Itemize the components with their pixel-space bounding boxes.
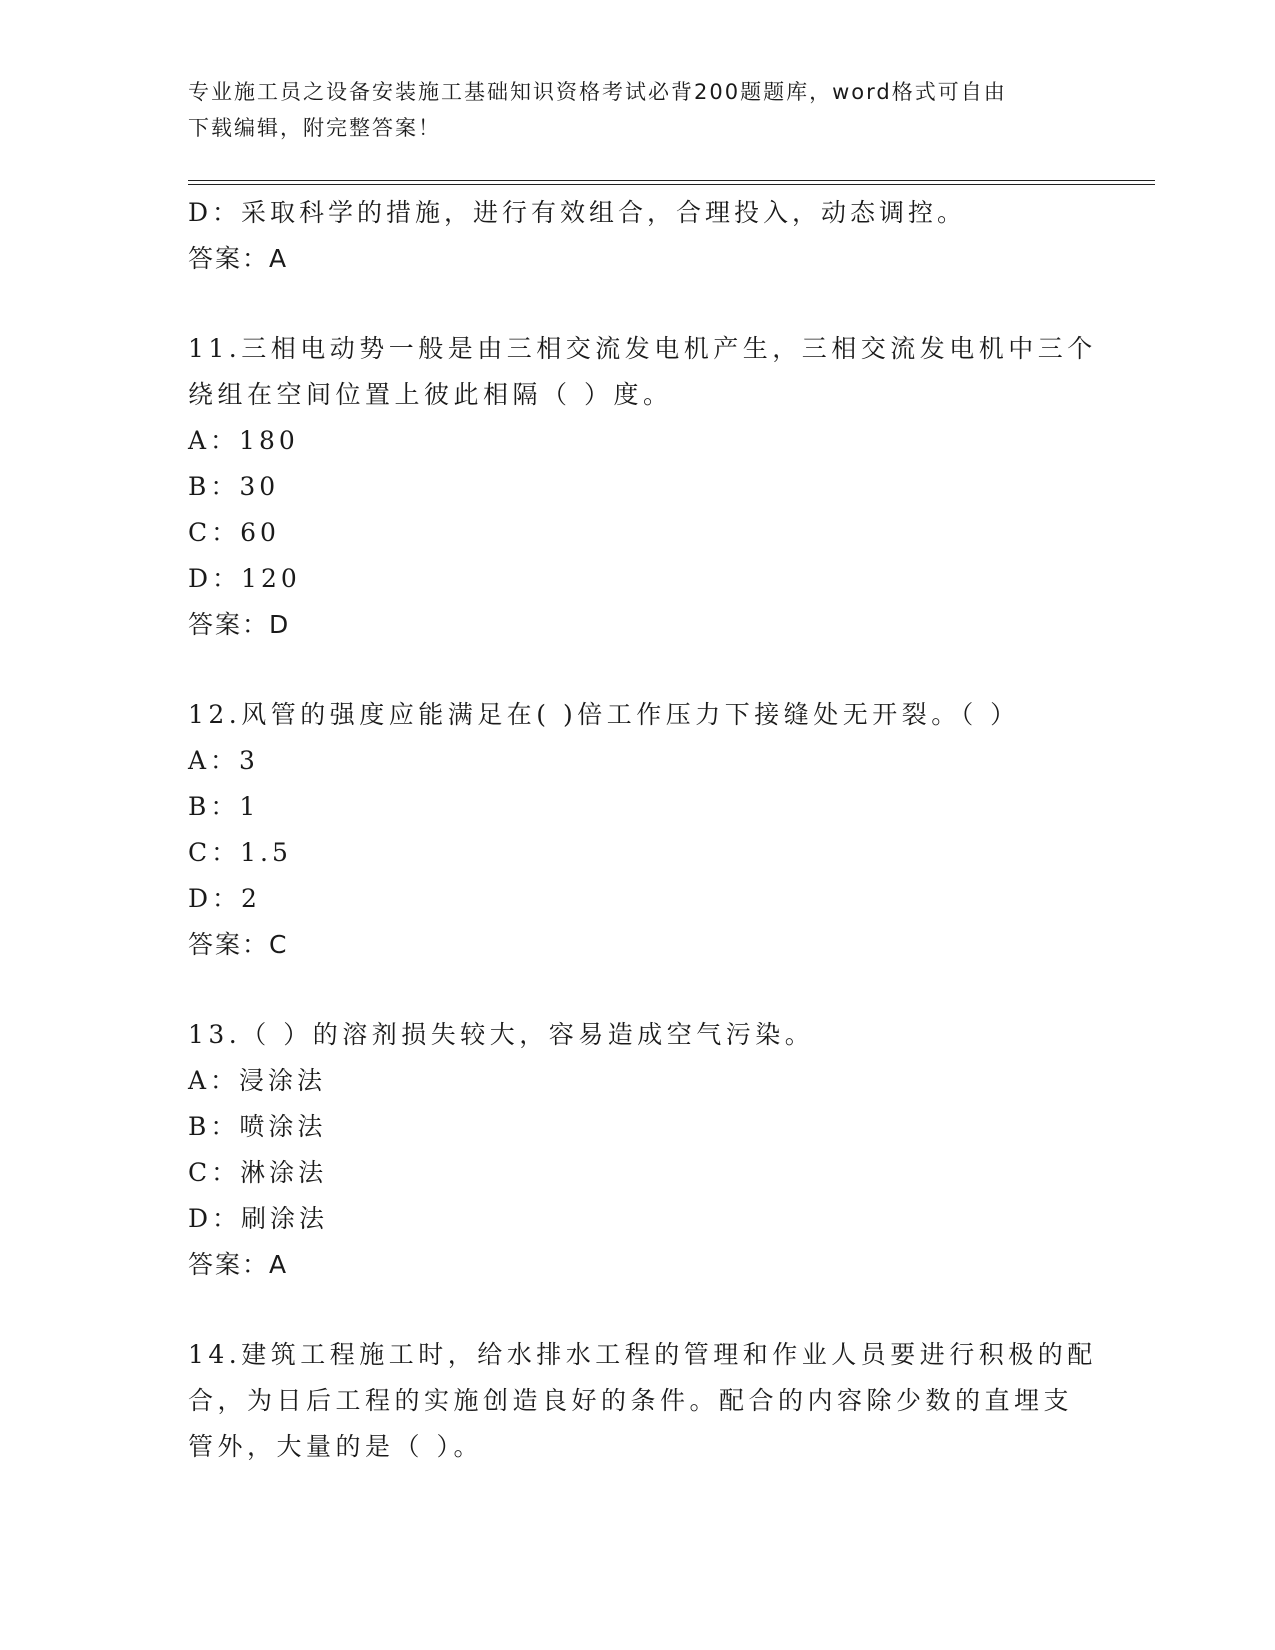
answer: 答案：A — [188, 1250, 289, 1279]
option-a: A：3 — [188, 746, 259, 775]
header-divider-bottom — [188, 184, 1155, 185]
spacer — [188, 282, 1088, 326]
prev-question-answer: 答案：A — [188, 244, 289, 273]
question-14 — [188, 1332, 1097, 1470]
prev-question-option-d: D：采取科学的措施，进行有效组合，合理投入，动态调控。 — [188, 198, 967, 227]
option-c: C：淋涂法 — [188, 1158, 328, 1187]
question-text-line: 14.建筑工程施工时，给水排水工程的管理和作业人员要进行积极的配 — [188, 1340, 1097, 1369]
spacer — [188, 648, 1088, 692]
option-a: A：180 — [188, 426, 299, 455]
option-a: A：浸涂法 — [188, 1066, 327, 1095]
question-text-line: 绕组在空间位置上彼此相隔（ ）度。 — [188, 380, 673, 409]
option-d: D：刷涂法 — [188, 1204, 329, 1233]
option-b: B：喷涂法 — [188, 1112, 327, 1141]
header-line-1: 专业施工员之设备安装施工基础知识资格考试必背200题题库，word格式可自由 — [188, 80, 1007, 104]
question-list — [188, 190, 1097, 1470]
question-text-line: 合，为日后工程的实施创造良好的条件。配合的内容除少数的直埋支 — [188, 1386, 1074, 1415]
spacer — [188, 1288, 1088, 1332]
option-d: D：2 — [188, 884, 261, 913]
option-d: D：120 — [188, 564, 301, 593]
question-12 — [188, 692, 1088, 968]
question-11 — [188, 326, 1097, 648]
option-c: C：1.5 — [188, 838, 292, 867]
option-b: B：1 — [188, 792, 260, 821]
document-header — [188, 74, 1088, 146]
question-text-line: 11.三相电动势一般是由三相交流发电机产生，三相交流发电机中三个 — [188, 334, 1097, 363]
question-text-line: 12.风管的强度应能满足在( )倍工作压力下接缝处无开裂。（ ） — [188, 700, 1020, 729]
header-line-2: 下载编辑，附完整答案！ — [188, 116, 441, 140]
option-c: C：60 — [188, 518, 280, 547]
question-13 — [188, 1012, 1088, 1288]
header-divider-top — [188, 180, 1155, 181]
option-b: B：30 — [188, 472, 280, 501]
answer: 答案：C — [188, 930, 289, 959]
spacer — [188, 968, 1088, 1012]
answer: 答案：D — [188, 610, 291, 639]
question-text-line: 13.（ ）的溶剂损失较大，容易造成空气污染。 — [188, 1020, 815, 1049]
question-text-line: 管外，大量的是（ ）。 — [188, 1432, 483, 1461]
